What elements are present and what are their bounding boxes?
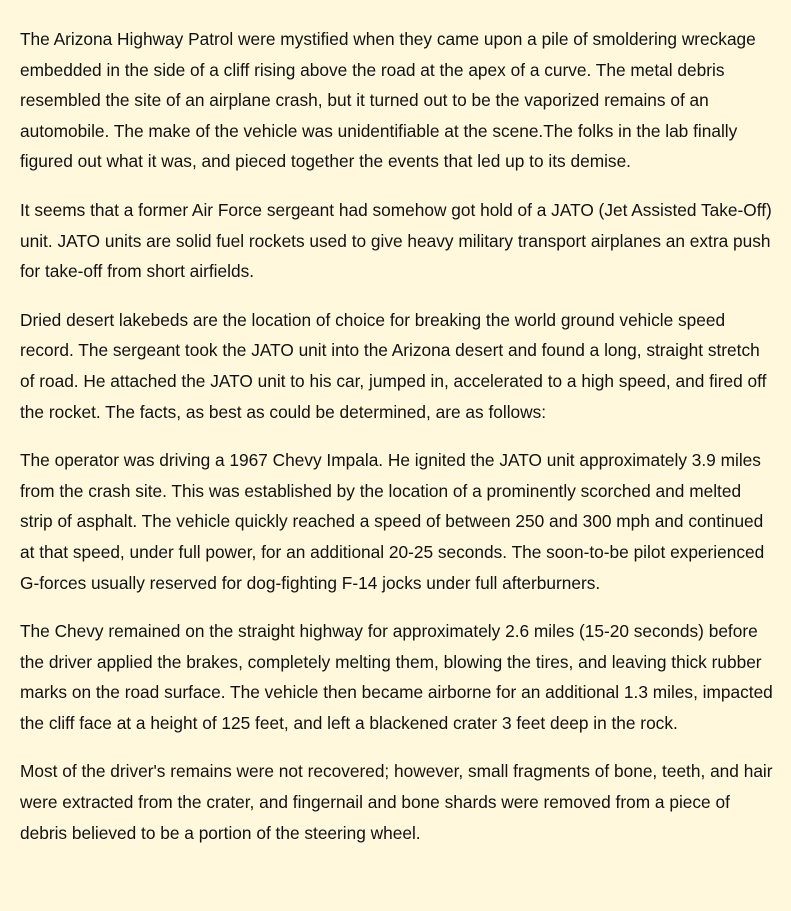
paragraph-chevy-impala: The operator was driving a 1967 Chevy Impala. He ignited the JATO unit approximately 3.9 miles from the crash site. This was established by the location of a prominently scorched and melted strip of asphalt. The vehicle quickly reached a speed of between 250 and 300 mph and continued at that speed, under full power, for an additional 20-25 seconds. The soon-to-be pilot experienced G-forces usually reserved for dog-fighting F-14 jocks under full afterburners. <box>20 450 765 593</box>
paragraph-jato-unit: It seems that a former Air Force sergeant had somehow got hold of a JATO (Jet Assisted Take-Off) unit. JATO units are solid fuel rockets used to give heavy military transport airplanes an extra push for take-off from short airfields. <box>20 199 772 282</box>
paragraph-airborne-crash: The Chevy remained on the straight highway for approximately 2.6 miles (15-20 seconds) before the driver applied the brakes, completely melting them, blowing the tires, and leaving thick rubber marks on the road surface. The vehicle then became airborne for an additional 1.3 miles, impacted the cliff face at a height of 125 feet, and left a blackened crater 3 feet deep in the rock. <box>20 621 773 733</box>
paragraph-remains: Most of the driver's remains were not recovered; however, small fragments of bone, teeth, and hair were extracted from the crater, and fingernail and bone shards were removed from a piece of debris believed to be a portion of the steering wheel. <box>20 761 773 843</box>
paragraph-highway-patrol: The Arizona Highway Patrol were mystified when they came upon a pile of smoldering wreckage embedded in the side of a cliff rising above the road at the apex of a curve. The metal debris resembled the site of an airplane crash, but it turned out to be the vaporized remains of an automobile. The make of the vehicle was unidentifiable at the scene.The folks in the lab finally figured out what it was, and pieced together the events that led up to its demise. <box>20 29 756 172</box>
paragraph-desert-lakebeds: Dried desert lakebeds are the location of choice for breaking the world ground vehicle speed record. The sergeant took the JATO unit into the Arizona desert and found a long, straight stretch of road. He attached the JATO unit to his car, jumped in, accelerated to a high speed, and fired off the rocket. The facts, as best as could be determined, are as follows: <box>20 309 767 422</box>
